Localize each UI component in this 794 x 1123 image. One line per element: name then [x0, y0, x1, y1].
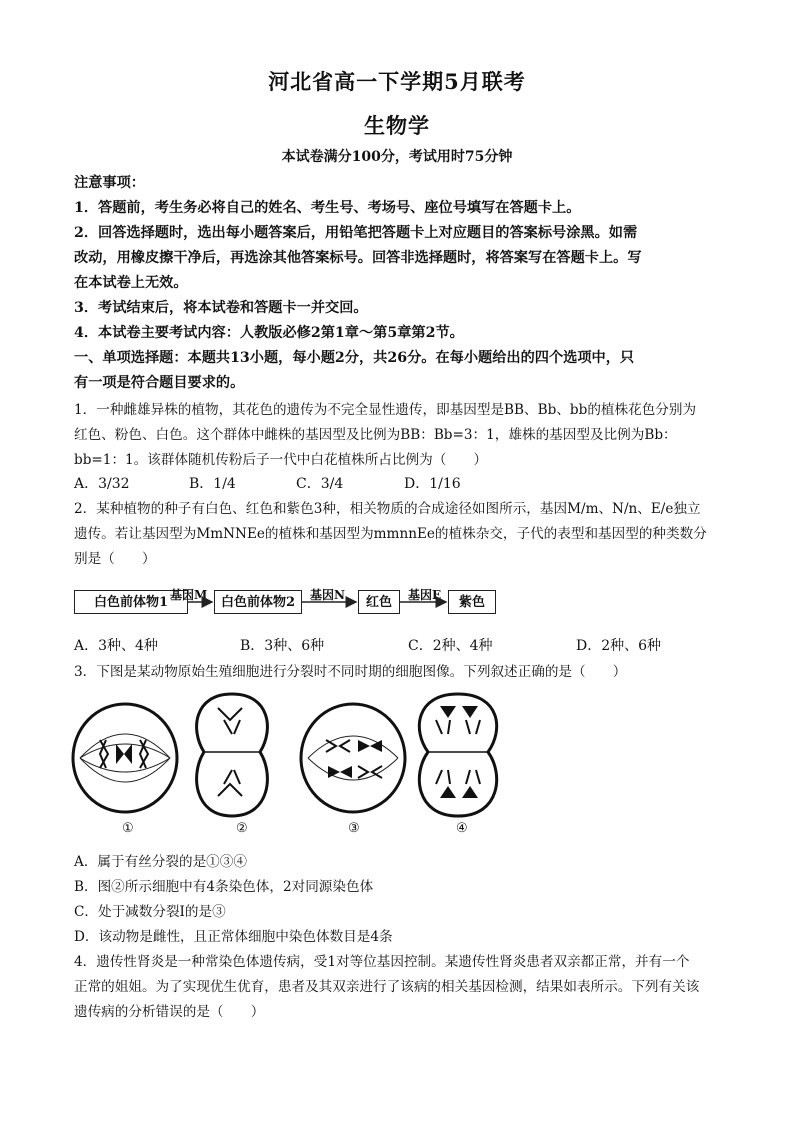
- q1-option-c[interactable]: C．3/4: [296, 476, 344, 492]
- q3-option-b[interactable]: B．图②所示细胞中有4条染色体，2对同源染色体: [74, 879, 374, 895]
- cell-image-1: [70, 700, 180, 815]
- exam-info: 本试卷满分100分，考试用时75分钟: [281, 149, 513, 165]
- q1-stem-line-1: 1．一种雌雄异株的植物，其花色的遗传为不完全显性遗传，即基因型是BB、Bb、bb的植株花色分别为: [74, 402, 697, 418]
- flow-box-precursor-2: 白色前体物2: [214, 590, 302, 614]
- q2-option-c[interactable]: C．2种、4种: [408, 638, 493, 654]
- cell-caption-2: ②: [236, 821, 248, 836]
- q2-option-a[interactable]: A．3种、4种: [74, 638, 158, 654]
- flow-box-red: 红色: [358, 590, 400, 614]
- q4-stem-line-1: 4．遗传性肾炎是一种常染色体遗传病，受1对等位基因控制。某遗传性肾炎患者双亲都正常，并有一个: [74, 954, 690, 970]
- cell-image-2: [188, 690, 276, 820]
- section-1-heading-line-1: 一、单项选择题：本题共13小题，每小题2分，共26分。在每小题给出的四个选项中，只: [74, 350, 635, 366]
- q2-option-d[interactable]: D．2种、6种: [576, 638, 662, 654]
- q1-option-a[interactable]: A．3/32: [74, 476, 130, 492]
- cell-caption-3: ③: [348, 821, 360, 836]
- q3-option-c[interactable]: C．处于减数分裂Ⅰ的是③: [74, 904, 226, 920]
- flow-label-gene-n: 基因N: [310, 588, 345, 602]
- cell-caption-4: ④: [456, 821, 468, 836]
- note-3: 3．考试结束后，将本试卷和答题卡一并交回。: [74, 300, 368, 316]
- q3-stem: 3．下图是某动物原始生殖细胞进行分裂时不同时期的细胞图像。下列叙述正确的是（ ）: [74, 664, 627, 680]
- notes-heading: 注意事项：: [74, 175, 145, 191]
- flow-box-precursor-1: 白色前体物1: [74, 590, 188, 614]
- q2-stem-line-2: 遗传。若让基因型为MmNNEe的植株和基因型为mmnnEe的植株杂交，子代的表型和基因型的种类数分: [74, 526, 707, 542]
- cell-image-4: [410, 690, 506, 820]
- note-2-line-1: 2．回答选择题时，选出每小题答案后，用铅笔把答题卡上对应题目的答案标号涂黑。如需: [74, 225, 638, 241]
- note-2-line-2: 改动，用橡皮擦干净后，再选涂其他答案标号。回答非选择题时，将答案写在答题卡上。写: [74, 250, 642, 266]
- q3-option-a[interactable]: A．属于有丝分裂的是①③④: [74, 854, 247, 870]
- q2-stem-line-3: 别是（ ）: [74, 551, 156, 567]
- q1-option-b[interactable]: B．1/4: [189, 476, 236, 492]
- q4-stem-line-3: 遗传病的分析错误的是（ ）: [74, 1004, 265, 1020]
- flow-label-gene-m: 基因M: [170, 588, 208, 602]
- q1-option-d[interactable]: D．1/16: [404, 476, 461, 492]
- q1-stem-line-2: 红色、粉色、白色。这个群体中雌株的基因型及比例为BB：Bb=3：1，雄株的基因型及比例为Bb：: [74, 427, 677, 443]
- cell-image-3: [298, 700, 408, 815]
- note-4: 4．本试卷主要考试内容：人教版必修2第1章～第5章第2节。: [74, 325, 464, 341]
- note-2-line-3: 在本试卷上无效。: [74, 275, 188, 291]
- exam-title: 河北省高一下学期5月联考: [268, 69, 526, 94]
- q1-stem-line-3: bb=1：1。该群体随机传粉后子一代中白花植株所占比例为（ ）: [74, 452, 488, 468]
- flow-label-gene-e: 基因E: [408, 588, 442, 602]
- cell-caption-1: ①: [122, 821, 134, 836]
- q2-option-b[interactable]: B．3种、6种: [240, 638, 325, 654]
- q4-stem-line-2: 正常的姐姐。为了实现优生优育，患者及其双亲进行了该病的相关基因检测，结果如表所示。下列有关该: [74, 979, 700, 995]
- flow-box-purple: 紫色: [448, 590, 496, 614]
- q2-stem-line-1: 2．某种植物的种子有白色、红色和紫色3种，相关物质的合成途径如图所示，基因M/m、N/n、E/e独立: [74, 501, 701, 517]
- q3-option-d[interactable]: D．该动物是雌性，且正常体细胞中染色体数目是4条: [74, 929, 393, 945]
- subject-title: 生物学: [364, 113, 430, 138]
- flow-arrows: [0, 588, 794, 618]
- note-1: 1．答题前，考生务必将自己的姓名、考生号、考场号、座位号填写在答题卡上。: [74, 200, 581, 216]
- section-1-heading-line-2: 有一项是符合题目要求的。: [74, 375, 245, 391]
